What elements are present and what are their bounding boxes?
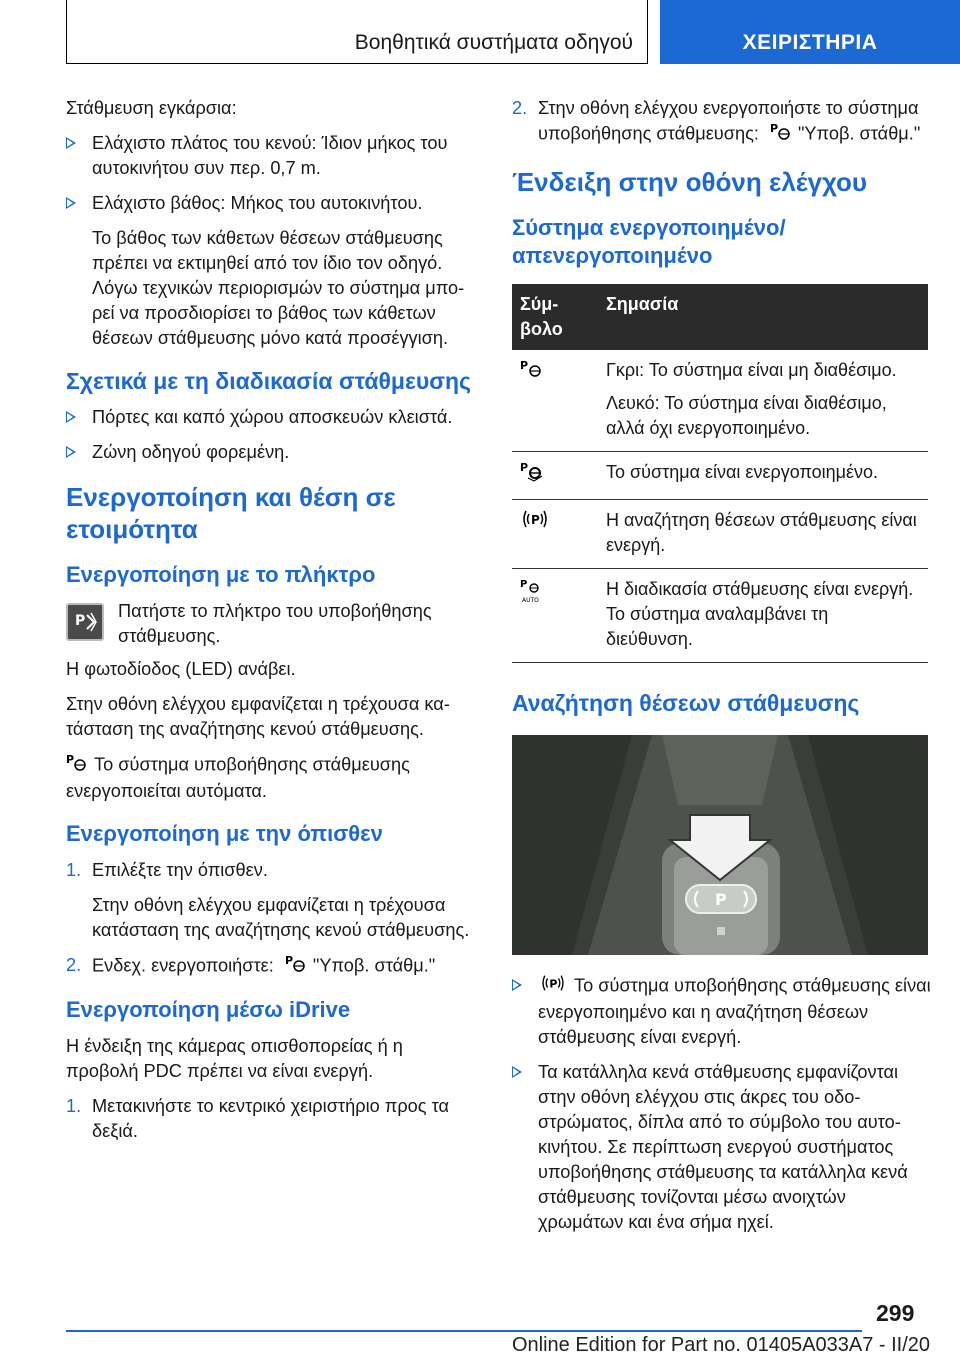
display-status-text: Στην οθόνη ελέγχου εμφανίζεται η τρέχουσα κατάσταση της αναζήτησης κενού στάθμευσης. xyxy=(66,694,450,739)
auto-activated-text: P Το σύστημα υποβοήθησης στάθμευσης ενεργοποιείται αυτόματα. xyxy=(66,753,410,801)
svg-text:P: P xyxy=(769,122,779,135)
svg-text:P: P xyxy=(75,613,86,629)
list-item: Ζώνη οδηγού φορεμένη. xyxy=(66,440,476,465)
left-column xyxy=(66,96,476,1154)
depth-note: Το βάθος των κάθετων θέσεων στάθμευσης πρέπει να εκτιμηθεί από τον ίδιο τον οδηγό. Λόγω τεχνικών περιορισμών το σύστημα μπορεί να προσδιορίσει το βάθος των κάθετων θέσεων στάθμευσης μόνο κατά προσέγγιση. xyxy=(92,228,465,348)
svg-text:P: P xyxy=(549,977,558,991)
list-item: Τα κατάλληλα κενά στάθμευσης εμφανίζονται στην οθόνη ελέγχου στις άκρες του οδοστρώματος, δίπλα από το σύμβολο του αυτοκινήτου. Σε περίπτωση ενεργού συστήματος υποβοήθησης στάθμευσης τα κατάλληλα κενά στάθμευσης τονίζονται μέσω ανοιχτών χρωμάτων και ένα σήμα ηχεί. xyxy=(512,1060,932,1235)
parking-auto-icon xyxy=(520,579,546,609)
table-header-symbol: Σύμβολο xyxy=(512,284,598,350)
heading-procedure: Σχετικά με τη διαδικασία στάθμευσης xyxy=(66,368,472,394)
heading-button: Ενεργοποίηση με το πλήκτρο xyxy=(66,562,376,587)
svg-text:AUTO: AUTO xyxy=(522,597,539,604)
bullet-triangle-icon xyxy=(66,197,76,209)
list-item: Ελάχιστο βάθος: Μήκος του αυτοκινήτου. xyxy=(66,191,476,216)
parking-assist-icon xyxy=(66,752,88,779)
list-item: P Το σύστημα υποβοήθησης στάθμευσης είναι ενεργοποιημένο και η αναζήτηση θέσεων στάθμευσης είναι ενεργή. xyxy=(512,973,932,1050)
footer-divider xyxy=(66,1330,862,1332)
bullet-triangle-icon xyxy=(512,1066,522,1078)
symbol-table xyxy=(512,284,928,663)
table-header-meaning: Σημασία xyxy=(598,284,928,350)
step-item: 2. Στην οθόνη ελέγχου ενεργοποιήστε το σύστημα υποβοήθησης στάθμευσης: P "Υποβ. στάθμ." xyxy=(512,96,932,148)
footer-edition: Online Edition for Part no. 01405A033A7 - II/20 xyxy=(511,1334,930,1356)
button-text: Πατήστε το πλήκτρο του υποβοήθησης στάθμευσης. xyxy=(118,601,432,646)
step-item: 1. Επιλέξτε την όπισθεν. xyxy=(66,860,268,880)
bullet-triangle-icon xyxy=(66,411,76,423)
idrive-text: Η ένδειξη της κάμερας οπισθοπορείας ή η προβολή PDC πρέπει να είναι ενεργή. xyxy=(66,1036,403,1081)
header-section-title: Βοηθητικά συστήματα οδηγού xyxy=(66,0,648,64)
svg-text:P: P xyxy=(531,513,540,527)
table-row: P Το σύστημα είναι ενεργοποιημένο. xyxy=(512,452,928,500)
table-row: P Γκρι: Το σύστημα είναι μη διαθέσιμο. Λευκό: Το σύστημα είναι διαθέσιμο, αλλά όχι ενεργοποιημένο. xyxy=(512,350,928,452)
svg-text:P: P xyxy=(715,890,727,909)
right-column xyxy=(512,96,932,1245)
table-row: P Η αναζήτηση θέσεων στάθμευσης είναι ενεργή. xyxy=(512,500,928,569)
parking-assist-icon xyxy=(770,121,792,148)
parking-assist-active-icon xyxy=(520,461,544,486)
parking-search-screen-image xyxy=(512,735,928,955)
header-chapter-tab[interactable]: ΧΕΙΡΙΣΤΗΡΙΑ xyxy=(660,0,960,64)
bullet-triangle-icon xyxy=(512,979,522,991)
bullet-triangle-icon xyxy=(66,137,76,149)
parking-assist-icon xyxy=(520,359,544,384)
svg-text:P: P xyxy=(520,461,529,474)
step-note: Στην οθόνη ελέγχου εμφανίζεται η τρέχουσα κατάσταση της αναζήτησης κενού στάθμευσης. xyxy=(92,895,470,940)
svg-text:P: P xyxy=(520,359,529,372)
heading-idrive: Ενεργοποίηση μέσω iDrive xyxy=(66,997,351,1022)
heading-search: Αναζήτηση θέσεων στάθμευσης xyxy=(512,690,860,716)
svg-text:P: P xyxy=(520,579,528,590)
step-item: 2. Ενδεχ. ενεργοποιήστε: P "Υποβ. στάθμ." xyxy=(66,953,476,980)
svg-text:P: P xyxy=(284,954,293,967)
list-item: Ελάχιστο πλάτος του κενού: Ίδιον μήκος του αυτοκινήτου συν περ. 0,7 m. xyxy=(66,131,476,181)
heading-activation: Ενεργοποίηση και θέση σε ετοιμότητα xyxy=(66,482,396,544)
bullet-triangle-icon xyxy=(66,446,76,458)
heading-display: Ένδειξη στην οθόνη ελέγχου xyxy=(512,167,868,197)
parking-search-icon xyxy=(520,514,550,534)
parking-assist-icon xyxy=(285,953,307,980)
list-item: Πόρτες και καπό χώρου αποσκευών κλειστά. xyxy=(66,405,476,430)
svg-text:P: P xyxy=(66,753,75,766)
page-number: 299 xyxy=(876,1300,915,1326)
gap-title: Στάθμευση εγκάρσια: xyxy=(66,98,237,118)
heading-status: Σύστημα ενεργοποιημένο/ απενεργοποιημένο xyxy=(512,215,786,268)
parking-search-icon xyxy=(538,973,568,1000)
parking-assist-button-icon xyxy=(66,603,104,641)
table-row: P AUTO Η διαδικασία στάθμευσης είναι ενεργή. Το σύστημα αναλαμβάνει τη διεύθυνση. xyxy=(512,569,928,663)
button-instruction xyxy=(66,599,476,649)
led-text: Η φωτοδίοδος (LED) ανάβει. xyxy=(66,659,296,679)
step-item: 1. Μετακινήστε το κεντρικό χειριστήριο προς τα δεξιά. xyxy=(66,1096,450,1141)
heading-reverse: Ενεργοποίηση με την όπισθεν xyxy=(66,821,383,846)
